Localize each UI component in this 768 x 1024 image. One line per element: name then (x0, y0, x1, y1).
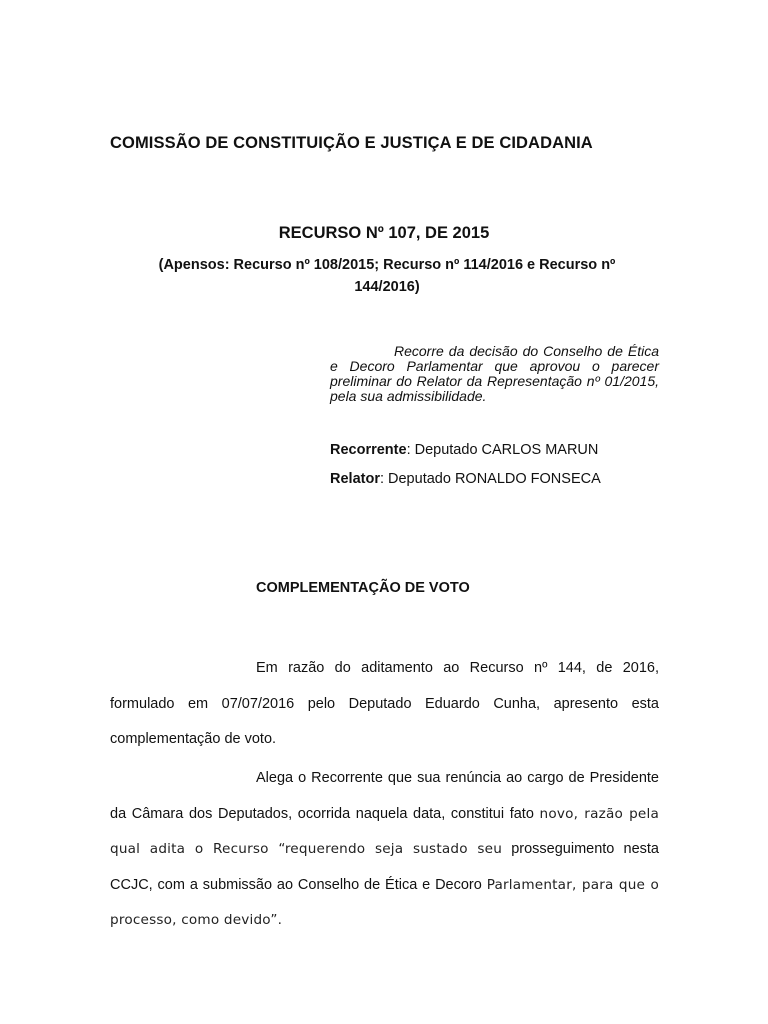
ementa-text: Recorre da decisão do Conselho de Ética e Decoro Parlamentar que aprovou o parecer preliminar do Relator da Representação nº 01/2015, pela sua admissibilidade. (330, 343, 659, 404)
paragraph-2-start: Alega o Recorrente que sua renúncia ao cargo de Presidente da Câmara dos Deputados, ocorrida naquela data, constitui fato (110, 770, 659, 822)
apensos-note: (Apensos: Recurso nº 108/2015; Recurso nº 114/2016 e Recurso nº 144/2016) (158, 257, 616, 295)
recorrente-value: : Deputado CARLOS MARUN (406, 442, 599, 458)
paragraph-2 (110, 761, 659, 939)
relator-label: Relator (330, 471, 380, 487)
paragraph-1-text: Em razão do aditamento ao Recurso nº 144, de 2016, formulado em 07/07/2016 pelo Deputado Eduardo Cunha, apresento esta complementação de voto. (110, 660, 659, 747)
relator-value: : Deputado RONALDO FONSECA (379, 471, 601, 487)
recorrente-line (330, 442, 670, 458)
paragraph-2-quote-b: Parlamentar, para que o processo, como devido”. (110, 876, 659, 928)
committee-heading: COMISSÃO DE CONSTITUIÇÃO E JUSTIÇA E DE CIDADANIA (110, 134, 593, 152)
recurso-title: RECURSO Nº 107, DE 2015 (278, 224, 490, 242)
ementa-block (330, 344, 659, 404)
recorrente-label: Recorrente (330, 442, 407, 458)
paragraph-2-middle: prosseguimento nesta CCJC, com a submissão ao Conselho de Ética e Decoro (110, 841, 659, 893)
paragraph-1 (110, 651, 659, 758)
section-title: COMPLEMENTAÇÃO DE VOTO (256, 580, 470, 596)
paragraph-2-quote-a: novo, razão pela qual adita o Recurso “requerendo seja sustado seu (110, 805, 660, 857)
relator-line (330, 471, 670, 487)
